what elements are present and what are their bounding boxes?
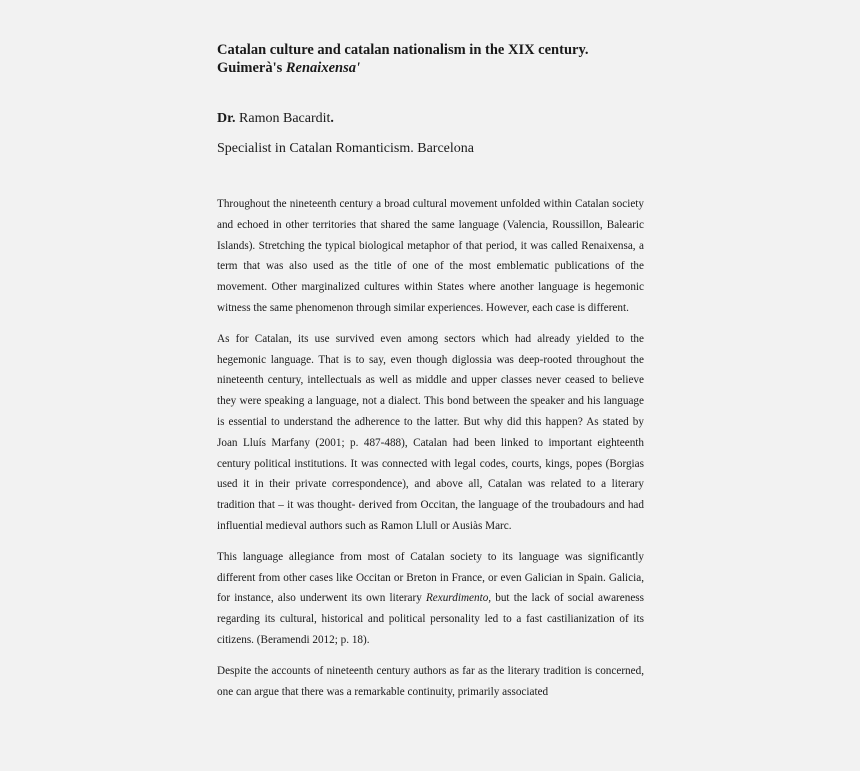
title-line-2-italic: Renaixensa': [285, 60, 360, 76]
author-affiliation: Specialist in Catalan Romanticism. Barcelona: [217, 141, 474, 156]
document-title: [217, 41, 644, 77]
paragraph-4: Despite the accounts of nineteenth century authors as far as the literary tradition is concerned, one can argue that there was a remarkable continuity, primarily associated: [217, 664, 644, 698]
document-body: [217, 41, 644, 702]
paragraph-3-text-a: This language allegiance from most of Catalan society to its language was significantly different from other cases like Occitan or Breton in France, or even Galician in Spain. Galicia, for instance, also underwent its own literary: [217, 550, 644, 605]
author-prefix: Dr.: [217, 111, 236, 126]
author-line: [217, 110, 644, 128]
paragraph-1: Throughout the nineteenth century a broad cultural movement unfolded within Catalan society and echoed in other territories that shared the same language (Valencia, Roussillon, Balearic Islands). Stretching the typical biological metaphor of that period, it was called Renaixensa, a term that was also used as the title of one of the most emblematic publications of the movement. Other marginalized cultures within States where another language is hegemonic witness the same phenomenon through similar experiences. However, each case is different.: [217, 198, 644, 314]
paragraph-2: As for Catalan, its use survived even among sectors which had already yielded to the hegemonic language. That is to say, even though diglossia was deep-rooted throughout the nineteenth century, intellectuals as well as middle and upper classes never ceased to believe they were speaking a language, not a dialect. This bond between the speaker and his language is essential to understand the adherence to the latter. But why did this happen? As stated by Joan Lluís Marfany (2001; p. 487-488), Catalan had been linked to important eighteenth century political institutions. It was connected with legal codes, courts, kings, popes (Borgias used it in their private correspondence), and above all, Catalan was related to a literary tradition that – it was thought- derived from Occitan, the language of the troubadours and had influential medieval authors such as Ramon Llull or Ausiàs Marc.: [217, 332, 644, 532]
paragraph-3-text-b: but the lack of social awareness regarding its cultural, historical and political personality led to a fast castilianization of its citizens. (Beramendi 2012; p. 18).: [217, 592, 644, 646]
title-line-2-prefix: Guimerà's: [217, 60, 286, 76]
author-name: Ramon Bacardit: [235, 111, 331, 126]
title-line-1: Catalan culture and catalan nationalism in the XIX century.: [217, 42, 589, 58]
paragraph-3: [217, 547, 644, 651]
paragraph-3-italic-term: Rexurdimento,: [425, 592, 492, 605]
author-suffix: .: [330, 111, 334, 126]
